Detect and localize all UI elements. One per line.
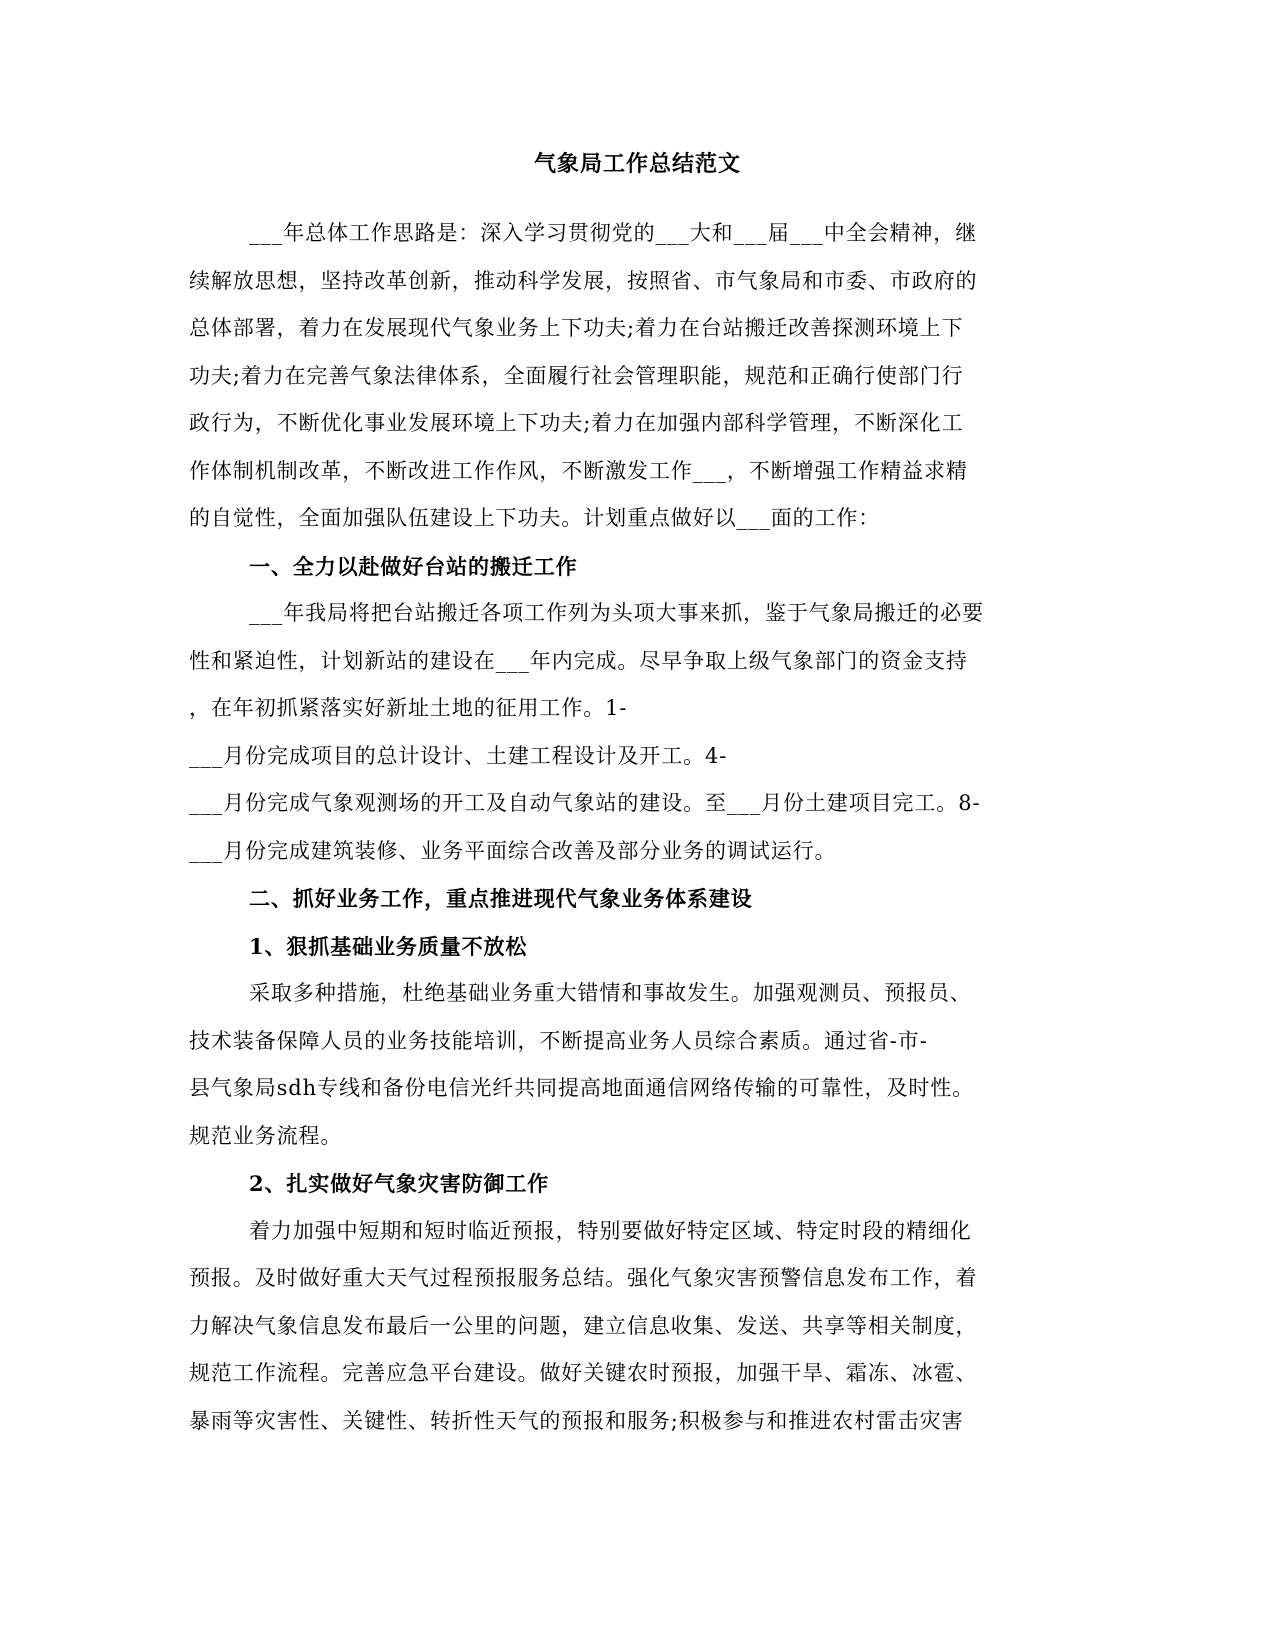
paragraph-line: ___年我局将把台站搬迁各项工作列为头项大事来抓，鉴于气象局搬迁的必要 — [249, 601, 984, 625]
paragraph-line: ___月份完成气象观测场的开工及自动气象站的建设。至___月份土建项目完工。8- — [189, 791, 981, 815]
paragraph-line: 县气象局sdh专线和备份电信光纤共同提高地面通信网络传输的可靠性，及时性。 — [189, 1076, 975, 1100]
paragraph-line: 政行为，不断优化事业发展环境上下功夫;着力在加强内部科学管理，不断深化工 — [189, 411, 964, 435]
section-heading: 二、抓好业务工作，重点推进现代气象业务体系建设 — [249, 886, 753, 911]
paragraph-line: 作体制机制改革，不断改进工作作风，不断激发工作___，不断增强工作精益求精 — [189, 458, 968, 483]
paragraph-line: 技术装备保障人员的业务技能培训，不断提高业务人员综合素质。通过省-市- — [189, 1028, 928, 1053]
section-heading: 1、狠抓基础业务质量不放松 — [249, 933, 528, 959]
paragraph-line: 规范工作流程。完善应急平台建设。做好关键农时预报，加强干旱、霜冻、冰雹、 — [189, 1361, 978, 1385]
paragraph-line: 采取多种措施，杜绝基础业务重大错情和事故发生。加强观测员、预报员、 — [249, 981, 972, 1005]
paragraph-line: 暴雨等灾害性、关键性、转折性天气的预报和服务;积极参与和推进农村雷击灾害 — [189, 1408, 964, 1433]
paragraph-line: 的自觉性，全面加强队伍建设上下功夫。计划重点做好以___面的工作： — [189, 506, 881, 530]
section-heading: 2、扎实做好气象灾害防御工作 — [249, 1171, 550, 1196]
paragraph-line: ___月份完成建筑装修、业务平面综合改善及部分业务的调试运行。 — [189, 838, 837, 863]
paragraph-line: 预报。及时做好重大天气过程预报服务总结。强化气象灾害预警信息发布工作，着 — [189, 1266, 978, 1290]
paragraph-line: 性和紧迫性，计划新站的建设在___年内完成。尽早争取上级气象部门的资金支持 — [189, 648, 968, 673]
document-body — [189, 210, 1089, 1445]
paragraph-line: 总体部署，着力在发展现代气象业务上下功夫;着力在台站搬迁改善探测环境上下 — [189, 316, 964, 340]
paragraph-line: 功夫;着力在完善气象法律体系，全面履行社会管理职能，规范和正确行使部门行 — [189, 363, 964, 388]
paragraph-line: ___年总体工作思路是：深入学习贯彻党的___大和___届___中全会精神，继 — [249, 221, 978, 245]
section-heading: 一、全力以赴做好台站的搬迁工作 — [249, 553, 578, 579]
paragraph-line: 着力加强中短期和短时临近预报，特别要做好特定区域、特定时段的精细化 — [249, 1218, 972, 1243]
document-title: 气象局工作总结范文 — [533, 151, 741, 177]
paragraph-line: ，在年初抓紧落实好新址土地的征用工作。1- — [189, 696, 628, 720]
paragraph-line: 规范业务流程。 — [189, 1123, 343, 1148]
paragraph-line: ___月份完成项目的总计设计、土建工程设计及开工。4- — [189, 743, 728, 768]
paragraph-line: 续解放思想，坚持改革创新，推动科学发展，按照省、市气象局和市委、市政府的 — [189, 268, 978, 293]
paragraph-line: 力解决气象信息发布最后一公里的问题，建立信息收集、发送、共享等相关制度， — [189, 1313, 978, 1338]
